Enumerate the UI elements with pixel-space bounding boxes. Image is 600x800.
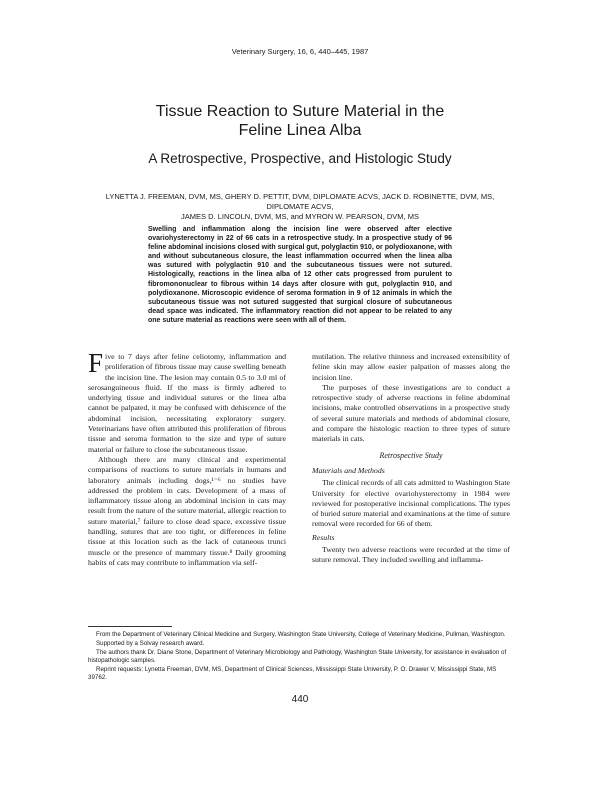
body-paragraph: The purposes of these investigations are to conduct a retrospective study of adverse reactions in feline abdominal incisions, make controlled observations in a prospective study of several suture materials and methods of abdominal closure, and compare the histologic reaction to three types of suture materials in cats.: [312, 382, 510, 444]
article-title: [60, 102, 540, 140]
footnote-rule: [88, 626, 172, 627]
body-paragraph: The clinical records of all cats admitted to Washington State University for elective ovariohysterectomy in 1984 were reviewed for postoperative incisional complications. The types of buried suture material and examinations at the time of suture removal were recorded for 66 of them.: [312, 478, 510, 529]
subsection-heading: Materials and Methods: [312, 465, 385, 475]
section-heading: Retrospective Study: [379, 450, 443, 460]
body-paragraph: Twenty two adverse reactions were recorded at the time of suture removal. They included swelling and inflamma-: [312, 545, 510, 565]
footnote: Supported by a Solvay research award.: [96, 640, 205, 647]
footnote: Reprint requests: Lynetta Freeman, DVM, MS, Department of Clinical Sciences, Mississippi State University, P. O. Drawer V, Mississippi State, MS 39762.: [88, 666, 497, 681]
title-line-1: Tissue Reaction to Suture Material in the: [155, 103, 445, 120]
body-paragraph: [88, 348, 286, 455]
body-column-right: [312, 352, 510, 566]
intro-text: ive to 7 days after feline celiotomy, inflammation and proliferation of fibrous tissue may cause swelling beneath the incision line. The lesion may contain 0.5 to 3.0 ml of serosanguineous fluid. If the mass is firmly adhered to underlying tissue and individual sutures or the linea alba cannot be palpated, it may be confused with dehiscence of the abdominal incision, necessitating exploratory surgery. Veterinarians have often attributed this proliferation of fibrous tissue and seroma formation to the size and type of suture material or failure to close the subcutaneous tissue.: [88, 352, 286, 454]
drop-cap: F: [88, 348, 104, 378]
footnote: From the Department of Veterinary Clinical Medicine and Surgery, Washington State University, College of Veterinary Medicine, Pullman, Washington.: [96, 631, 506, 638]
footnote: The authors thank Dr. Diane Stone, Department of Veterinary Microbiology and Pathology, Washington State University, for assistance in evaluation of histopathologic samples.: [88, 649, 507, 664]
article-subtitle: A Retrospective, Prospective, and Histologic Study: [148, 151, 452, 166]
body-column-left: [88, 348, 286, 568]
author-line-1: LYNETTA J. FREEMAN, DVM, MS, GHERY D. PETTIT, DVM, DIPLOMATE ACVS, JACK D. ROBINETTE, DVM, MS, DIPLOMATE ACVS,: [105, 192, 495, 211]
subsection-heading: Results: [312, 532, 335, 542]
title-line-2: Feline Linea Alba: [238, 122, 362, 139]
body-paragraph: Although there are many clinical and experimental comparisons of reactions to suture materials in humans and laboratory animals including dogs,¹⁻⁶ no studies have addressed the problem in cats. Development of a mass of inflammatory tissue along an abdominal incision in cats may result from the nature of the suture material, allergic reaction to suture material,⁷ failure to close dead space, excessive tissue handling, sutures that are too tight, or differences in feline tissue at this location such as the lack of cutaneous trunci muscle or the presence of mammary tissue.⁸ Daily grooming habits of cats may contribute to inflammation via self-: [88, 454, 286, 567]
footnotes: [88, 631, 512, 683]
body-paragraph: mutilation. The relative thinness and increased extensibility of feline skin may allow easier palpation of masses along the incision line.: [312, 352, 510, 382]
abstract: Swelling and inflammation along the incision line were observed after elective ovariohysterectomy in 22 of 66 cats in a retrospective study. In a prospective study of 96 feline abdominal incisions closed with surgical gut, polyglactin 910, or polydioxanone, with and without subcutaneous closure, the least inflammation occurred when the linea alba was sutured with polyglactin 910 and the subcutaneous tissues were not sutured. Histologically, reactions in the linea alba of 12 other cats progressed from purulent to fibromononuclear to fibrous within 14 days after closure with gut, polyglactin 910, and polydioxanone. Microscopic evidence of seroma formation in 9 of 12 animals in which the subcutaneous tissue was not sutured suggested that surgical closure of subcutaneous dead space was indicated. The inflammatory reaction did not appear to be related to any one suture material as reactions were seen with all of them.: [148, 226, 452, 324]
author-list: [100, 192, 500, 222]
journal-citation: Veterinary Surgery, 16, 6, 440–445, 1987: [231, 47, 369, 56]
page-number: 440: [291, 694, 309, 705]
author-line-2: JAMES D. LINCOLN, DVM, MS, and MYRON W. PEARSON, DVM, MS: [181, 212, 419, 221]
